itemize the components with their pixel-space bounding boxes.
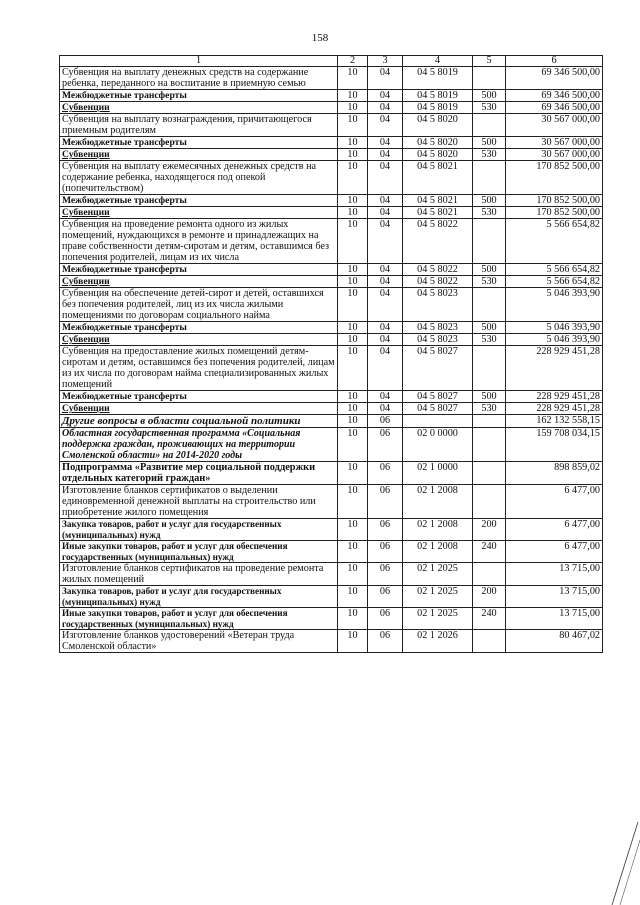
subsection-code: 04 bbox=[368, 114, 403, 137]
section-code: 10 bbox=[338, 608, 368, 630]
amount-cell: 6 477,00 bbox=[506, 541, 603, 563]
amount-cell: 170 852 500,00 bbox=[506, 207, 603, 219]
table-row bbox=[60, 415, 603, 428]
amount-cell: 228 929 451,28 bbox=[506, 346, 603, 391]
target-article-code: 04 5 8019 bbox=[403, 102, 473, 114]
row-label: Подпрограмма «Развитие мер социальной поддержки отдельных категорий граждан» bbox=[60, 462, 338, 485]
subsection-code: 04 bbox=[368, 90, 403, 102]
expense-type-code bbox=[473, 415, 506, 428]
table-row bbox=[60, 391, 603, 403]
expense-type-code: 500 bbox=[473, 90, 506, 102]
row-label: Иные закупки товаров, работ и услуг для обеспечения государственных (муниципальных) нужд bbox=[60, 541, 338, 563]
target-article-code: 04 5 8020 bbox=[403, 114, 473, 137]
expense-type-code bbox=[473, 114, 506, 137]
section-code: 10 bbox=[338, 114, 368, 137]
amount-cell: 69 346 500,00 bbox=[506, 90, 603, 102]
amount-cell: 13 715,00 bbox=[506, 608, 603, 630]
expense-type-code: 530 bbox=[473, 276, 506, 288]
target-article-code: 04 5 8023 bbox=[403, 322, 473, 334]
row-label: Субвенции bbox=[60, 276, 338, 288]
subsection-code: 04 bbox=[368, 322, 403, 334]
target-article-code: 04 5 8021 bbox=[403, 195, 473, 207]
expense-type-code bbox=[473, 288, 506, 322]
subsection-code: 04 bbox=[368, 195, 403, 207]
target-article-code: 02 1 2025 bbox=[403, 563, 473, 586]
section-code: 10 bbox=[338, 541, 368, 563]
row-label: Межбюджетные трансферты bbox=[60, 322, 338, 334]
subsection-code: 04 bbox=[368, 161, 403, 195]
row-label: Другие вопросы в области социальной политики bbox=[60, 415, 338, 428]
section-code: 10 bbox=[338, 334, 368, 346]
amount-cell: 162 132 558,15 bbox=[506, 415, 603, 428]
subsection-code: 04 bbox=[368, 288, 403, 322]
budget-table bbox=[59, 55, 603, 653]
target-article-code: 04 5 8022 bbox=[403, 276, 473, 288]
row-label: Иные закупки товаров, работ и услуг для обеспечения государственных (муниципальных) нужд bbox=[60, 608, 338, 630]
subsection-code: 04 bbox=[368, 391, 403, 403]
expense-type-code: 500 bbox=[473, 322, 506, 334]
row-label: Закупка товаров, работ и услуг для государственных (муниципальных) нужд bbox=[60, 586, 338, 608]
expense-type-code: 200 bbox=[473, 586, 506, 608]
section-code: 10 bbox=[338, 288, 368, 322]
row-label: Субвенция на обеспечение детей-сирот и детей, оставшихся без попечения родителей, лиц из их числа жилыми помещениями по договорам социального найма bbox=[60, 288, 338, 322]
table-row bbox=[60, 541, 603, 563]
subsection-code: 06 bbox=[368, 485, 403, 519]
target-article-code: 02 1 2008 bbox=[403, 485, 473, 519]
table-row bbox=[60, 219, 603, 264]
table-row bbox=[60, 90, 603, 102]
expense-type-code bbox=[473, 462, 506, 485]
column-header: 6 bbox=[506, 56, 603, 67]
section-code: 10 bbox=[338, 264, 368, 276]
row-label: Областная государственная программа «Социальная поддержка граждан, проживающих на территории Смоленской области» на 2014-2020 годы bbox=[60, 428, 338, 462]
section-code: 10 bbox=[338, 219, 368, 264]
expense-type-code: 530 bbox=[473, 149, 506, 161]
row-label: Изготовление бланков сертификатов о выделении единовременной денежной выплаты на строительство или приобретение жилого помещения bbox=[60, 485, 338, 519]
expense-type-code bbox=[473, 485, 506, 519]
expense-type-code bbox=[473, 428, 506, 462]
section-code: 10 bbox=[338, 161, 368, 195]
target-article-code: 02 1 2008 bbox=[403, 519, 473, 541]
amount-cell: 6 477,00 bbox=[506, 519, 603, 541]
amount-cell: 5 046 393,90 bbox=[506, 322, 603, 334]
expense-type-code: 500 bbox=[473, 391, 506, 403]
table-row bbox=[60, 403, 603, 415]
expense-type-code: 500 bbox=[473, 195, 506, 207]
table-row bbox=[60, 346, 603, 391]
section-code: 10 bbox=[338, 563, 368, 586]
target-article-code: 04 5 8027 bbox=[403, 391, 473, 403]
table-row bbox=[60, 485, 603, 519]
subsection-code: 06 bbox=[368, 563, 403, 586]
row-label: Субвенция на проведение ремонта одного из жилых помещений, нуждающихся в ремонте и принадлежащих на праве собственности детям-сиротам и детям, оставшимся без попечения родителей, лицам из их числа bbox=[60, 219, 338, 264]
section-code: 10 bbox=[338, 415, 368, 428]
target-article-code: 02 1 2025 bbox=[403, 586, 473, 608]
table-row bbox=[60, 586, 603, 608]
subsection-code: 04 bbox=[368, 102, 403, 114]
amount-cell: 30 567 000,00 bbox=[506, 137, 603, 149]
table-row bbox=[60, 149, 603, 161]
section-code: 10 bbox=[338, 67, 368, 90]
target-article-code: 04 5 8020 bbox=[403, 137, 473, 149]
target-article-code: 02 1 2026 bbox=[403, 630, 473, 653]
row-label: Межбюджетные трансферты bbox=[60, 391, 338, 403]
row-label: Изготовление бланков сертификатов на проведение ремонта жилых помещений bbox=[60, 563, 338, 586]
target-article-code: 02 1 2025 bbox=[403, 608, 473, 630]
target-article-code bbox=[403, 415, 473, 428]
amount-cell: 5 046 393,90 bbox=[506, 288, 603, 322]
table-row bbox=[60, 462, 603, 485]
subsection-code: 04 bbox=[368, 207, 403, 219]
table-row bbox=[60, 630, 603, 653]
table-row bbox=[60, 264, 603, 276]
expense-type-code: 530 bbox=[473, 403, 506, 415]
amount-cell: 13 715,00 bbox=[506, 563, 603, 586]
row-label: Субвенции bbox=[60, 149, 338, 161]
table-row bbox=[60, 334, 603, 346]
table-row bbox=[60, 114, 603, 137]
amount-cell: 228 929 451,28 bbox=[506, 391, 603, 403]
target-article-code: 04 5 8021 bbox=[403, 207, 473, 219]
section-code: 10 bbox=[338, 391, 368, 403]
amount-cell: 30 567 000,00 bbox=[506, 114, 603, 137]
amount-cell: 5 566 654,82 bbox=[506, 219, 603, 264]
table-row bbox=[60, 608, 603, 630]
table-row bbox=[60, 563, 603, 586]
amount-cell: 5 566 654,82 bbox=[506, 276, 603, 288]
expense-type-code: 530 bbox=[473, 207, 506, 219]
table-row bbox=[60, 276, 603, 288]
expense-type-code: 240 bbox=[473, 608, 506, 630]
expense-type-code: 240 bbox=[473, 541, 506, 563]
target-article-code: 02 1 0000 bbox=[403, 462, 473, 485]
amount-cell: 170 852 500,00 bbox=[506, 161, 603, 195]
target-article-code: 02 0 0000 bbox=[403, 428, 473, 462]
section-code: 10 bbox=[338, 276, 368, 288]
subsection-code: 06 bbox=[368, 462, 403, 485]
expense-type-code bbox=[473, 563, 506, 586]
target-article-code: 04 5 8027 bbox=[403, 346, 473, 391]
expense-type-code bbox=[473, 161, 506, 195]
row-label: Межбюджетные трансферты bbox=[60, 264, 338, 276]
row-label: Субвенция на выплату вознаграждения, причитающегося приемным родителям bbox=[60, 114, 338, 137]
row-label: Межбюджетные трансферты bbox=[60, 195, 338, 207]
target-article-code: 04 5 8023 bbox=[403, 334, 473, 346]
row-label: Субвенции bbox=[60, 102, 338, 114]
expense-type-code bbox=[473, 346, 506, 391]
section-code: 10 bbox=[338, 207, 368, 219]
section-code: 10 bbox=[338, 346, 368, 391]
expense-type-code bbox=[473, 67, 506, 90]
section-code: 10 bbox=[338, 519, 368, 541]
column-header: 5 bbox=[473, 56, 506, 67]
row-label: Субвенция на предоставление жилых помещений детям-сиротам и детям, оставшимся без попечения родителей, лицам из их числа по договорам найма специализированных жилых помещений bbox=[60, 346, 338, 391]
expense-type-code: 500 bbox=[473, 264, 506, 276]
amount-cell: 159 708 034,15 bbox=[506, 428, 603, 462]
table-row bbox=[60, 161, 603, 195]
amount-cell: 80 467,02 bbox=[506, 630, 603, 653]
row-label: Закупка товаров, работ и услуг для государственных (муниципальных) нужд bbox=[60, 519, 338, 541]
row-label: Субвенции bbox=[60, 207, 338, 219]
subsection-code: 04 bbox=[368, 137, 403, 149]
subsection-code: 04 bbox=[368, 346, 403, 391]
column-header: 1 bbox=[60, 56, 338, 67]
row-label: Субвенции bbox=[60, 334, 338, 346]
row-label: Субвенция на выплату ежемесячных денежных средств на содержание ребенка, находящегося под опекой (попечительством) bbox=[60, 161, 338, 195]
subsection-code: 04 bbox=[368, 149, 403, 161]
amount-cell: 6 477,00 bbox=[506, 485, 603, 519]
target-article-code: 04 5 8019 bbox=[403, 90, 473, 102]
amount-cell: 69 346 500,00 bbox=[506, 102, 603, 114]
target-article-code: 04 5 8022 bbox=[403, 219, 473, 264]
amount-cell: 898 859,02 bbox=[506, 462, 603, 485]
column-header: 3 bbox=[368, 56, 403, 67]
table-row bbox=[60, 137, 603, 149]
table-row bbox=[60, 102, 603, 114]
section-code: 10 bbox=[338, 403, 368, 415]
subsection-code: 04 bbox=[368, 264, 403, 276]
target-article-code: 04 5 8019 bbox=[403, 67, 473, 90]
subsection-code: 06 bbox=[368, 519, 403, 541]
section-code: 10 bbox=[338, 322, 368, 334]
target-article-code: 04 5 8023 bbox=[403, 288, 473, 322]
target-article-code: 02 1 2008 bbox=[403, 541, 473, 563]
table-row bbox=[60, 519, 603, 541]
subsection-code: 06 bbox=[368, 541, 403, 563]
amount-cell: 30 567 000,00 bbox=[506, 149, 603, 161]
subsection-code: 06 bbox=[368, 586, 403, 608]
row-label: Изготовление бланков удостоверений «Ветеран труда Смоленской области» bbox=[60, 630, 338, 653]
expense-type-code: 530 bbox=[473, 334, 506, 346]
table-row bbox=[60, 67, 603, 90]
amount-cell: 170 852 500,00 bbox=[506, 195, 603, 207]
subsection-code: 04 bbox=[368, 276, 403, 288]
target-article-code: 04 5 8021 bbox=[403, 161, 473, 195]
section-code: 10 bbox=[338, 485, 368, 519]
subsection-code: 06 bbox=[368, 415, 403, 428]
table-row bbox=[60, 288, 603, 322]
section-code: 10 bbox=[338, 149, 368, 161]
table-body bbox=[60, 67, 603, 653]
amount-cell: 228 929 451,28 bbox=[506, 403, 603, 415]
subsection-code: 06 bbox=[368, 608, 403, 630]
target-article-code: 04 5 8022 bbox=[403, 264, 473, 276]
subsection-code: 04 bbox=[368, 219, 403, 264]
section-code: 10 bbox=[338, 630, 368, 653]
section-code: 10 bbox=[338, 102, 368, 114]
column-header: 4 bbox=[403, 56, 473, 67]
table-row bbox=[60, 322, 603, 334]
subsection-code: 06 bbox=[368, 630, 403, 653]
expense-type-code bbox=[473, 219, 506, 264]
row-label: Межбюджетные трансферты bbox=[60, 90, 338, 102]
expense-type-code: 530 bbox=[473, 102, 506, 114]
subsection-code: 06 bbox=[368, 428, 403, 462]
table-row bbox=[60, 195, 603, 207]
target-article-code: 04 5 8020 bbox=[403, 149, 473, 161]
table-header-row bbox=[60, 56, 603, 67]
section-code: 10 bbox=[338, 428, 368, 462]
column-header: 2 bbox=[338, 56, 368, 67]
section-code: 10 bbox=[338, 195, 368, 207]
row-label: Субвенции bbox=[60, 403, 338, 415]
expense-type-code: 500 bbox=[473, 137, 506, 149]
expense-type-code bbox=[473, 630, 506, 653]
expense-type-code: 200 bbox=[473, 519, 506, 541]
section-code: 10 bbox=[338, 586, 368, 608]
subsection-code: 04 bbox=[368, 334, 403, 346]
subsection-code: 04 bbox=[368, 67, 403, 90]
section-code: 10 bbox=[338, 90, 368, 102]
amount-cell: 5 046 393,90 bbox=[506, 334, 603, 346]
subsection-code: 04 bbox=[368, 403, 403, 415]
table-row bbox=[60, 428, 603, 462]
amount-cell: 69 346 500,00 bbox=[506, 67, 603, 90]
page-number: 158 bbox=[311, 32, 329, 44]
section-code: 10 bbox=[338, 462, 368, 485]
amount-cell: 13 715,00 bbox=[506, 586, 603, 608]
section-code: 10 bbox=[338, 137, 368, 149]
amount-cell: 5 566 654,82 bbox=[506, 264, 603, 276]
target-article-code: 04 5 8027 bbox=[403, 403, 473, 415]
table-row bbox=[60, 207, 603, 219]
margin-pen-stroke bbox=[610, 820, 640, 905]
row-label: Субвенция на выплату денежных средств на содержание ребенка, переданного на воспитание в приемную семью bbox=[60, 67, 338, 90]
row-label: Межбюджетные трансферты bbox=[60, 137, 338, 149]
